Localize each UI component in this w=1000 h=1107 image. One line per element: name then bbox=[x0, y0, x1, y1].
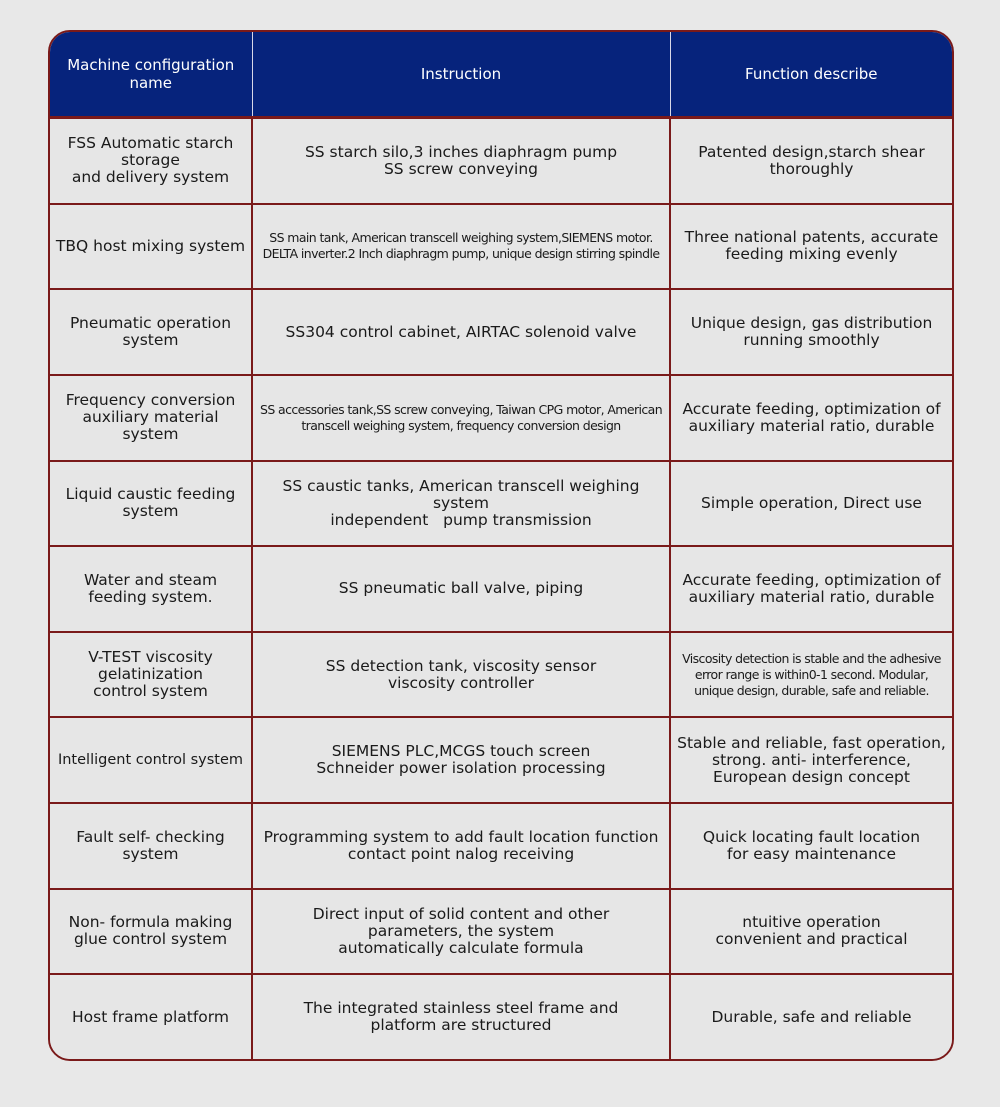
cell-instruction: Direct input of solid content and other parameters, the system automatically calculate formula bbox=[252, 889, 670, 975]
cell-name: Host frame platform bbox=[50, 974, 252, 1059]
cell-name: V-TEST viscosity gelatinization control system bbox=[50, 632, 252, 718]
table-row bbox=[50, 461, 952, 547]
cell-function: Viscosity detection is stable and the adhesive error range is within0-1 second. Modular, unique design, durable, safe and reliable. bbox=[670, 632, 952, 718]
cell-name: Frequency conversion auxiliary material system bbox=[50, 375, 252, 461]
table-row bbox=[50, 717, 952, 803]
cell-name: Intelligent control system bbox=[50, 717, 252, 803]
cell-function: Accurate feeding, optimization of auxiliary material ratio, durable bbox=[670, 546, 952, 632]
cell-name: TBQ host mixing system bbox=[50, 204, 252, 290]
cell-instruction: SS pneumatic ball valve, piping bbox=[252, 546, 670, 632]
header-machine-configuration-name: Machine configuration name bbox=[50, 32, 252, 118]
cell-function: Patented design,starch shear thoroughly bbox=[670, 118, 952, 204]
cell-name: FSS Automatic starch storage and delivery system bbox=[50, 118, 252, 204]
table-row bbox=[50, 546, 952, 632]
cell-name: Non- formula making glue control system bbox=[50, 889, 252, 975]
cell-function: Three national patents, accurate feeding mixing evenly bbox=[670, 204, 952, 290]
table-row bbox=[50, 289, 952, 375]
table-body bbox=[50, 118, 952, 1060]
table-row bbox=[50, 375, 952, 461]
cell-function: ntuitive operation convenient and practical bbox=[670, 889, 952, 975]
machine-configuration-table bbox=[48, 30, 954, 1061]
cell-instruction: SS main tank, American transcell weighing system,SIEMENS motor. DELTA inverter.2 Inch diaphragm pump, unique design stirring spindle bbox=[252, 204, 670, 290]
header-instruction: Instruction bbox=[252, 32, 670, 118]
cell-name: Pneumatic operation system bbox=[50, 289, 252, 375]
cell-instruction: SS caustic tanks, American transcell weighing system independent pump transmission bbox=[252, 461, 670, 547]
cell-name: Fault self- checking system bbox=[50, 803, 252, 889]
table-row bbox=[50, 803, 952, 889]
table-row bbox=[50, 118, 952, 204]
cell-function: Durable, safe and reliable bbox=[670, 974, 952, 1059]
cell-instruction: Programming system to add fault location function contact point nalog receiving bbox=[252, 803, 670, 889]
cell-name: Liquid caustic feeding system bbox=[50, 461, 252, 547]
cell-function: Quick locating fault location for easy maintenance bbox=[670, 803, 952, 889]
cell-function: Stable and reliable, fast operation, strong. anti- interference, European design concept bbox=[670, 717, 952, 803]
cell-function: Unique design, gas distribution running smoothly bbox=[670, 289, 952, 375]
cell-function: Accurate feeding, optimization of auxiliary material ratio, durable bbox=[670, 375, 952, 461]
cell-instruction: SIEMENS PLC,MCGS touch screen Schneider power isolation processing bbox=[252, 717, 670, 803]
cell-instruction: SS starch silo,3 inches diaphragm pump SS screw conveying bbox=[252, 118, 670, 204]
header-function-describe: Function describe bbox=[670, 32, 952, 118]
cell-instruction: SS304 control cabinet, AIRTAC solenoid valve bbox=[252, 289, 670, 375]
cell-instruction: SS detection tank, viscosity sensor viscosity controller bbox=[252, 632, 670, 718]
table-row bbox=[50, 204, 952, 290]
cell-function: Simple operation, Direct use bbox=[670, 461, 952, 547]
cell-name: Water and steam feeding system. bbox=[50, 546, 252, 632]
header-row bbox=[50, 32, 952, 118]
table-row bbox=[50, 889, 952, 975]
table-row bbox=[50, 632, 952, 718]
cell-instruction: SS accessories tank,SS screw conveying, Taiwan CPG motor, American transcell weighing system, frequency conversion design bbox=[252, 375, 670, 461]
table-header bbox=[50, 32, 952, 118]
cell-instruction: The integrated stainless steel frame and platform are structured bbox=[252, 974, 670, 1059]
table-row bbox=[50, 974, 952, 1059]
config-table bbox=[50, 32, 952, 1059]
